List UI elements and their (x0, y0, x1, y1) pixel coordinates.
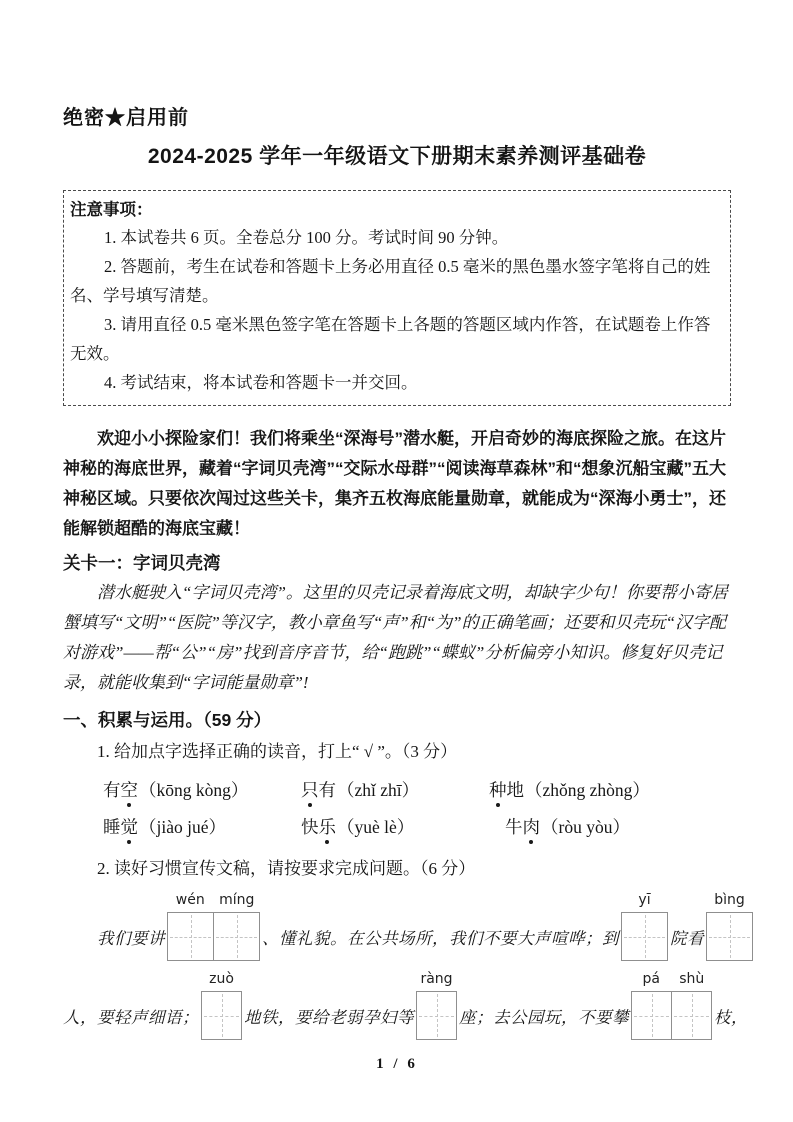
writing-box-group (631, 971, 712, 1040)
fill-line-text: 座；去公园玩，不要攀 (459, 1007, 629, 1027)
word-text (301, 780, 336, 800)
writing-box (213, 912, 260, 961)
writing-box (201, 991, 242, 1040)
pinyin-options: （yuè lè） (337, 817, 415, 837)
fill-line-text: 人，要轻声细语； (63, 1007, 199, 1027)
section-one-heading: 一、积累与运用。（59 分） (63, 710, 272, 730)
q1-word-row (103, 778, 731, 802)
dotted-char: 肉 (522, 817, 540, 837)
notice-items (70, 223, 720, 397)
writing-box (631, 991, 672, 1040)
security-classification: 绝密★启用前 (63, 107, 189, 129)
level1-description: 潜水艇驶入“字词贝壳湾”。这里的贝壳记录着海底文明，却缺字少句！你要帮小寄居蟹填写“文明”“医院”等汉字，教小章鱼写“声”和“为”的正确笔画；还要和贝壳玩“汉字配对游戏”——帮“公”“房”找到音序音节，给“跑跳”“蝶蚁”分析偏旁小知识。修复好贝壳记录，就能收集到“字词能量勋章”! (63, 583, 728, 692)
pinyin-label: bìng (714, 892, 745, 908)
word-text (103, 780, 138, 800)
pinyin-label: pá (642, 971, 660, 987)
dotted-char: 觉 (120, 817, 138, 837)
word-text (505, 817, 540, 837)
pinyin-labels (201, 971, 242, 987)
notice-item: 4. 考试结束，将本试卷和答题卡一并交回。 (104, 373, 418, 392)
pinyin-label: míng (219, 892, 255, 908)
word-char: 有 (103, 780, 121, 800)
writing-box (671, 991, 712, 1040)
intro-paragraph: 欢迎小小探险家们！我们将乘坐“深海号”潜水艇，开启奇妙的海底探险之旅。在这片神秘的海底世界，藏着“字词贝壳湾”“交际水母群”“阅读海草森林”和“想象沉船宝藏”五大神秘区域。只要依次闯过这些关卡，集齐五枚海底能量勋章，就能成为“深海小勇士”，还能解锁超酷的海底宝藏！ (63, 429, 726, 538)
word-choice-item (103, 815, 301, 839)
q1-word-rows (63, 778, 731, 839)
q1-prompt: 1. 给加点字选择正确的读音，打上“ √ ”。（3 分） (97, 742, 458, 761)
writing-box (621, 912, 668, 961)
pinyin-labels (167, 892, 260, 908)
word-text (301, 817, 336, 837)
pinyin-labels (631, 971, 712, 987)
notice-item: 3. 请用直径 0.5 毫米黑色签字笔在答题卡上各题的答题区域内作答，在试题卷上作答无效。 (70, 315, 711, 363)
pinyin-label: zuò (209, 971, 234, 987)
dotted-char: 空 (120, 780, 138, 800)
writing-box-group (706, 892, 753, 961)
writing-box-group (621, 892, 668, 961)
word-char: 地 (506, 780, 524, 800)
page-footer: 1 / 6 (376, 1056, 418, 1072)
word-char: 牛 (505, 817, 523, 837)
writing-box (167, 912, 214, 961)
exam-title: 2024-2025 学年一年级语文下册期末素养测评基础卷 (147, 145, 647, 168)
writing-box-group (201, 971, 242, 1040)
pinyin-label: ràng (420, 971, 453, 987)
q1-word-row (103, 815, 731, 839)
pinyin-label: wén (175, 892, 205, 908)
word-choice-item (489, 815, 630, 839)
word-choice-item (103, 778, 301, 802)
dotted-char: 乐 (318, 817, 336, 837)
pinyin-labels (706, 892, 753, 908)
pinyin-options: （zhǒng zhòng） (525, 780, 650, 800)
writing-box (706, 912, 753, 961)
word-char: 睡 (103, 817, 121, 837)
fill-line-text: 、懂礼貌。在公共场所，我们不要大声喧哗；到 (262, 928, 619, 948)
fill-line-text: 我们要讲 (97, 928, 165, 948)
pinyin-label: shù (679, 971, 705, 987)
pinyin-options: （ròu yòu） (541, 817, 630, 837)
dotted-char: 种 (489, 780, 507, 800)
writing-box-group (167, 892, 260, 961)
level1-heading: 关卡一：字词贝壳湾 (63, 553, 221, 573)
q2-fill-lines (63, 892, 748, 1040)
notice-heading: 注意事项： (70, 201, 153, 219)
pinyin-options: （kōng kòng） (139, 780, 249, 800)
fill-line-text: 地铁，要给老弱孕妇等 (244, 1007, 414, 1027)
q2-prompt: 2. 读好习惯宣传文稿，请按要求完成问题。（6 分） (97, 859, 476, 878)
pinyin-labels (621, 892, 668, 908)
word-text (489, 780, 524, 800)
writing-box (416, 991, 457, 1040)
word-choice-item (301, 815, 489, 839)
dotted-char: 只 (301, 780, 319, 800)
notice-item: 2. 答题前，考生在试卷和答题卡上务必用直径 0.5 毫米的黑色墨水签字笔将自己的姓名、学号填写清楚。 (70, 257, 711, 305)
fill-line-text: 枝， (714, 1007, 748, 1027)
notice-box (63, 190, 731, 406)
word-choice-item (489, 778, 650, 802)
q2-fill-line (63, 971, 748, 1040)
word-text (103, 817, 138, 837)
pinyin-options: （zhǐ zhī） (337, 780, 420, 800)
word-choice-item (301, 778, 489, 802)
word-char: 有 (318, 780, 336, 800)
word-char: 快 (301, 817, 319, 837)
pinyin-label: yī (638, 892, 651, 908)
q2-fill-line (63, 892, 745, 961)
pinyin-options: （jiào jué） (139, 817, 226, 837)
fill-line-text: 院看 (670, 928, 704, 948)
writing-box-group (416, 971, 457, 1040)
pinyin-labels (416, 971, 457, 987)
notice-item: 1. 本试卷共 6 页。全卷总分 100 分。考试时间 90 分钟。 (104, 228, 509, 247)
